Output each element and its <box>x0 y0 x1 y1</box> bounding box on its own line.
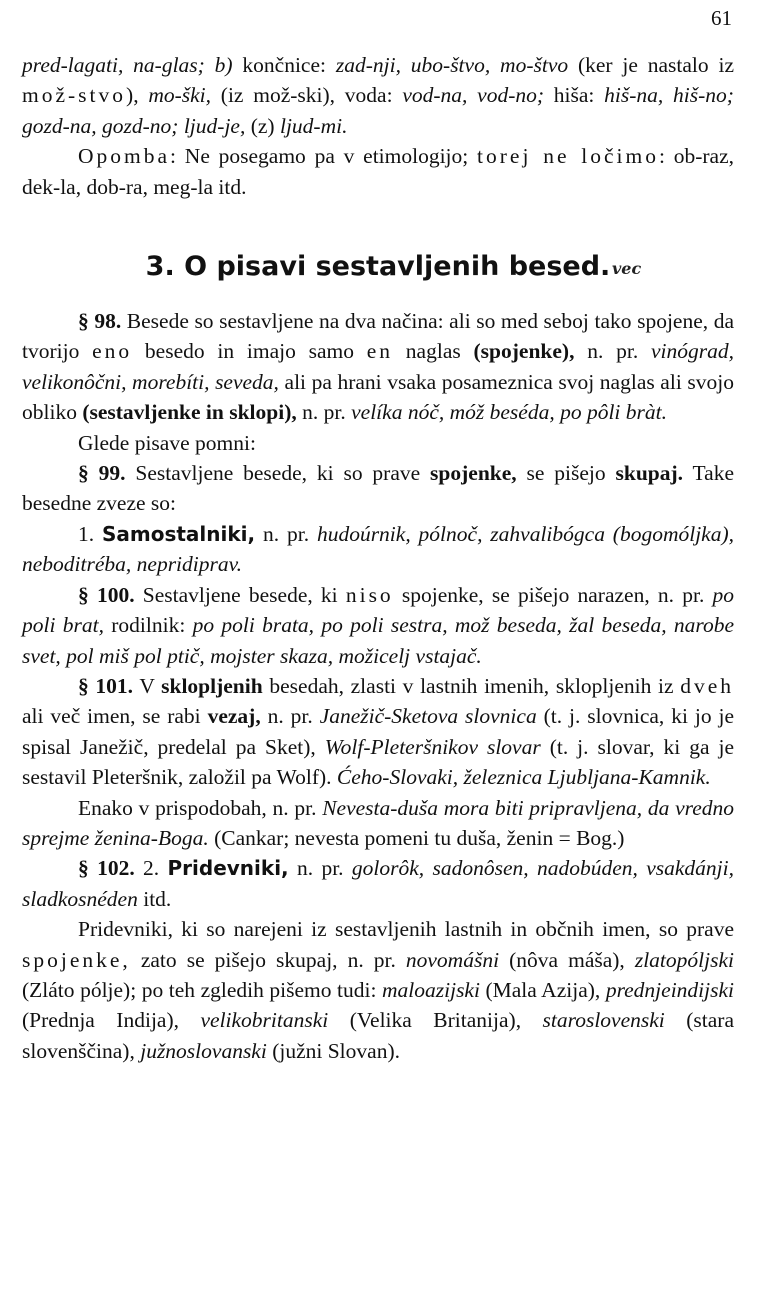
bold-term: Samostalniki, <box>101 521 256 546</box>
text-span: n. pr. <box>296 400 352 425</box>
list-item-samostalniki <box>22 519 734 580</box>
section-number: § 99. <box>78 461 126 486</box>
text-span: Sestavljene besede, ki so prave <box>125 461 431 486</box>
text-span: zato se pišejo skupaj, n. pr. <box>130 947 406 972</box>
text-span: rodilnik: <box>103 613 193 638</box>
text-span: zlatopóljski <box>634 947 734 972</box>
text-span: Sestavljene besede, ki <box>134 582 346 607</box>
text-span: (Prednja Indija), <box>22 1008 201 1033</box>
text-span: n. pr. <box>260 704 320 729</box>
text-span: n. pr. <box>288 856 352 881</box>
text-span: Wolf-Pleteršnikov slovar <box>324 734 541 759</box>
bold-term: (sestavljenke in sklopi), <box>82 400 297 425</box>
text-span: n. pr. <box>574 339 651 364</box>
text-span: ), <box>126 83 149 108</box>
text-span: (nôva máša), <box>499 947 635 972</box>
paragraph-pridevniki <box>22 914 734 1066</box>
bold-term: spojenke, <box>430 461 517 486</box>
text-span: staroslovenski <box>542 1008 665 1033</box>
text-span: (Velika Britanija), <box>328 1008 543 1033</box>
paragraph-100 <box>22 580 734 671</box>
text-span: ali več imen, se rabi <box>22 704 208 729</box>
paragraph-continuation <box>22 50 734 141</box>
text-span: (Zláto pólje); po teh zgledih pišemo tudi: <box>22 977 382 1002</box>
bold-term: Pridevniki, <box>167 856 289 881</box>
bold-term: skupaj. <box>615 461 684 486</box>
text-span: novomášni <box>405 947 500 972</box>
section-number: § 98. <box>78 309 122 334</box>
text-span: (z) <box>245 113 280 138</box>
text-span: prednjeindijski <box>605 977 734 1002</box>
text-span: itd. <box>137 886 172 911</box>
text-span: (ker je nastalo iz <box>568 53 735 77</box>
bold-term: vezaj, <box>207 704 261 729</box>
text-span: (t. j. slovnica, ki jo je spisal Janežič, predelal pa Sket), <box>22 704 734 759</box>
text-span: (Mala Azija), <box>479 977 606 1002</box>
text-span: besedah, zlasti v lastnih imenih, sklopljenih iz <box>262 673 681 698</box>
section-heading-text: 3. O pisavi sestavljenih besed. <box>145 251 611 283</box>
page-number: 61 <box>711 6 732 30</box>
text-span: Enako v prispodobah, n. pr. <box>78 795 323 820</box>
spaced-text: torej ne ločimo <box>477 144 659 169</box>
text-span: končnice: <box>232 53 336 77</box>
bold-term: sklopljenih <box>161 673 263 698</box>
handwritten-annotation: vec <box>612 259 642 279</box>
text-span: velikobritanski <box>200 1008 329 1033</box>
text-span: naglas <box>393 339 474 364</box>
paragraph-enako <box>22 793 734 854</box>
text-span: Pridevniki, ki so narejeni iz sestavljenih lastnih in občnih imen, so prave <box>78 917 734 942</box>
text-span: spojenke, se pišejo narazen, n. pr. <box>393 582 713 607</box>
text-span: vod-na, vod-no; <box>402 83 545 108</box>
text-span: vinógrad, velikonôčni, morebíti, seveda, <box>22 339 734 394</box>
page-body <box>22 50 734 1066</box>
spaced-text: niso <box>345 582 394 607</box>
text-span: velíka nóč, móž beséda, po pôli bràt. <box>351 400 668 425</box>
bold-term: (spojenke), <box>473 339 575 364</box>
text-span: besedo in imajo samo <box>132 339 367 364</box>
text-span: maloazijski <box>382 977 480 1002</box>
text-span: : ob-raz, dek-la, dob-ra, meg-la itd. <box>22 144 735 199</box>
text-span: Nevesta-duša mora biti pripravljena, da vredno sprejme ženina-Boga. <box>22 795 734 850</box>
text-span: južnoslovanski <box>140 1038 267 1063</box>
text-span: zad-nji, ubo-štvo, mo-štvo <box>335 53 569 77</box>
text-span: mo-ški, <box>148 83 212 108</box>
text-span: po poli brata, po poli sestra, mož beseda, žal beseda, narobe svet, pol miš pol ptič, mojster skaza, možicelj vstajač. <box>22 613 734 668</box>
text-span: ljud-mi. <box>279 113 348 138</box>
text-span: hiša: <box>544 83 605 108</box>
section-number: § 100. <box>78 582 135 607</box>
paragraph-101 <box>22 671 734 793</box>
text-span: hiš-na, hiš-no; gozd-na, gozd-no; ljud-je, <box>22 83 734 138</box>
section-number: § 102. <box>78 856 135 881</box>
paragraph-102 <box>22 853 734 914</box>
book-page <box>22 0 734 1291</box>
spaced-text: dveh <box>680 673 735 698</box>
paragraph-glede: Glede pisave pomni: <box>78 430 256 455</box>
text-span: (Cankar; nevesta pomeni tu duša, ženin = Bog.) <box>208 825 625 850</box>
text-span: (stara slovenščina), <box>22 1008 734 1063</box>
text-span: Take besedne zveze so: <box>22 461 734 516</box>
text-span: po poli brat, <box>22 582 735 638</box>
list-number: 1. <box>78 521 102 546</box>
text-span: 2. <box>134 856 168 881</box>
paragraph-99 <box>22 458 734 519</box>
paragraph-98 <box>22 306 734 428</box>
spaced-text: spojenke, <box>22 947 131 972</box>
text-span: V <box>133 673 162 698</box>
text-span: (južni Slovan). <box>266 1038 400 1063</box>
text-span: : Ne posegamo pa v etimologijo; <box>170 144 478 169</box>
text-span: Besede so sestavljene na dva načina: ali so med seboj tako spojene, da tvorijo <box>22 309 734 364</box>
text-span: Ćeho-Slovaki, železnica Ljubljana-Kamnik. <box>336 765 711 790</box>
spaced-text: en <box>366 339 394 364</box>
section-heading <box>22 251 734 283</box>
text-span: (iz mož-ski), voda: <box>211 83 403 108</box>
text-span: Janežič-Sketova slovnica <box>319 704 537 729</box>
text-span: golorôk, sadonôsen, nadobúden, vsakdánji, sladkosnéden <box>22 856 735 911</box>
text-span: (t. j. slovar, ki ga je sestavil Pleteršnik, založil pa Wolf). <box>22 734 734 790</box>
text-span: se pišejo <box>516 461 616 486</box>
note-paragraph <box>22 141 734 202</box>
spaced-text: eno <box>92 339 133 364</box>
section-number: § 101. <box>78 673 134 698</box>
spaced-text: mož-stvo <box>22 83 127 108</box>
text-span: ali pa hrani vsaka posameznica svoj naglas ali svojo obliko <box>22 369 734 425</box>
spaced-text: Opomba <box>78 144 171 169</box>
text-span: pred-lagati, na-glas; b) <box>22 53 233 77</box>
text-span: n. pr. <box>255 521 317 546</box>
text-span: hudoúrnik, pólnoč, zahvalibógca (bogomóljka), neboditréba, nepridiprav. <box>22 521 735 577</box>
